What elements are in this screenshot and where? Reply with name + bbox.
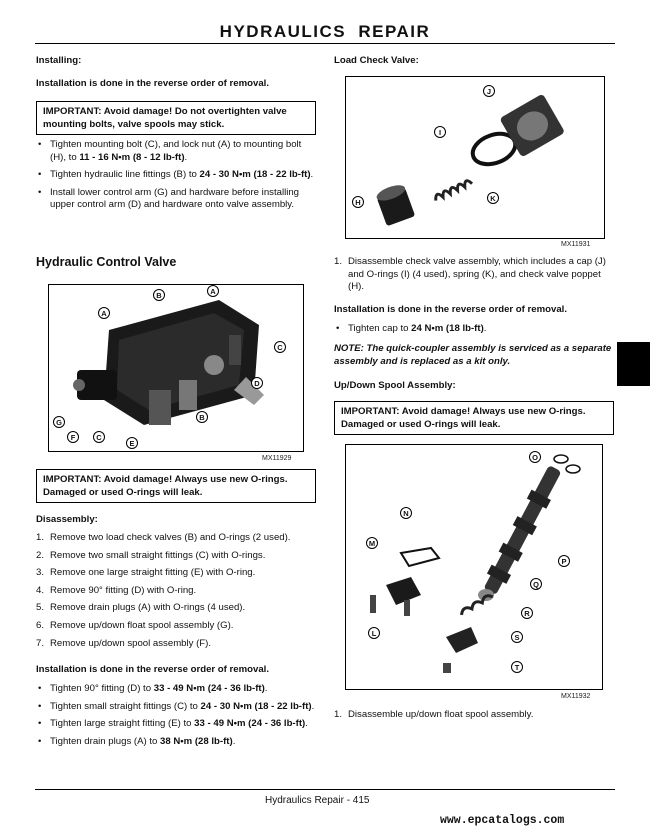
site-watermark: www.epcatalogs.com [440, 814, 565, 827]
installing-heading: Installing: [36, 55, 82, 66]
callout-c-2: C [93, 431, 105, 443]
note-text: NOTE: The quick-coupler assembly is serviced as a separate assembly and is replaced as a kit only. [334, 343, 612, 367]
important-box-1: IMPORTANT: Avoid damage! Do not overtighten valve mounting bolts, valve spools may stick. [36, 101, 316, 135]
callout-c: C [274, 341, 286, 353]
disassembly-heading: Disassembly: [36, 514, 98, 525]
page-footer: Hydraulics Repair - 415 [265, 795, 370, 806]
important-box-2: IMPORTANT: Avoid damage! Always use new O-rings. Damaged or used O-rings will leak. [36, 469, 316, 503]
callout-b-2: B [196, 411, 208, 423]
callout-r: R [521, 607, 533, 619]
section-tab [617, 342, 650, 386]
install-bullets-2 [36, 683, 316, 748]
callout-q: Q [530, 578, 542, 590]
bullet-item: • Tighten large straight fitting (E) to 33 - 49 N•m (24 - 36 lb-ft). [36, 718, 316, 731]
bullet-item: • Tighten drain plugs (A) to 38 N•m (28 lb-ft). [36, 736, 316, 749]
callout-o: O [529, 451, 541, 463]
install-heading-2: Installation is done in the reverse order of removal. [36, 664, 269, 675]
bullet-item: • Tighten hydraulic line fittings (B) to 24 - 30 N•m (18 - 22 lb-ft). [36, 169, 316, 182]
important-box-3: IMPORTANT: Avoid damage! Always use new O-rings. Damaged or used O-rings will leak. [334, 401, 614, 435]
check-valve-step [334, 256, 614, 294]
callout-b: B [153, 289, 165, 301]
disassembly-steps [36, 532, 321, 650]
callout-k: K [487, 192, 499, 204]
bullet-item: • Tighten small straight fittings (C) to 24 - 30 N•m (18 - 22 lb-ft). [36, 701, 316, 714]
callout-d: D [251, 377, 263, 389]
list-item: 1. Disassemble up/down float spool assembly. [334, 709, 534, 720]
control-valve-illustration [49, 285, 303, 451]
load-check-heading: Load Check Valve: [334, 55, 419, 66]
callout-a-2: A [98, 307, 110, 319]
page-title: HYDRAULICS REPAIR [219, 22, 431, 41]
figure-number: MX11932 [561, 693, 591, 700]
installing-text: Installation is done in the reverse order of removal. [36, 78, 269, 89]
section-heading: Hydraulic Control Valve [36, 255, 177, 269]
callout-s: S [511, 631, 523, 643]
load-check-figure [345, 76, 605, 239]
list-item: 2. Remove two small straight fittings (C) with O-rings. [36, 549, 266, 561]
header-rule [35, 43, 615, 44]
footer-rule [35, 789, 615, 790]
callout-n: N [400, 507, 412, 519]
list-item: 4. Remove 90° fitting (D) with O-ring. [36, 584, 197, 596]
list-item: 3. Remove one large straight fitting (E) with O-ring. [36, 567, 256, 579]
control-valve-figure [48, 284, 304, 452]
callout-e: E [126, 437, 138, 449]
callout-j: J [483, 85, 495, 97]
install-bullets-1 [36, 139, 316, 212]
list-item: 5. Remove drain plugs (A) with O-rings (4 used). [36, 602, 246, 614]
list-item: 1. Disassemble check valve assembly, which includes a cap (J) and O-rings (I) (4 used), spring (K), and check valve poppet (H). [334, 256, 606, 293]
bullet-item: • Tighten 90° fitting (D) to 33 - 49 N•m (24 - 36 lb-ft). [36, 683, 316, 696]
callout-h: H [352, 196, 364, 208]
callout-i: I [434, 126, 446, 138]
callout-t: T [511, 661, 523, 673]
callout-m: M [366, 537, 378, 549]
list-item: 1. Remove two load check valves (B) and O-rings (2 used). [36, 532, 291, 543]
list-item: 7. Remove up/down spool assembly (F). [36, 637, 212, 649]
figure-number: MX11929 [262, 455, 292, 462]
spool-assembly-figure [345, 444, 603, 690]
updown-heading: Up/Down Spool Assembly: [334, 380, 456, 391]
install-heading-3: Installation is done in the reverse order of removal. [334, 304, 567, 315]
load-check-illustration [346, 77, 604, 238]
bullet-item: • Tighten mounting bolt (C), and lock nut (A) to mounting bolt (H), to 11 - 16 N•m (8 - 12 lb-ft). [36, 139, 316, 164]
bullet-item: • Install lower control arm (G) and hardware before installing upper control arm (D) and hardware onto valve assembly. [36, 187, 316, 212]
list-item: 6. Remove up/down float spool assembly (G). [36, 619, 234, 631]
callout-f: F [67, 431, 79, 443]
spool-step [334, 709, 614, 722]
install-bullet-3 [334, 323, 614, 336]
figure-number: MX11931 [561, 241, 591, 248]
callout-l: L [368, 627, 380, 639]
callout-g: G [53, 416, 65, 428]
callout-a: A [207, 285, 219, 297]
bullet-item: • Tighten cap to 24 N•m (18 lb-ft). [334, 323, 614, 336]
callout-p: P [558, 555, 570, 567]
